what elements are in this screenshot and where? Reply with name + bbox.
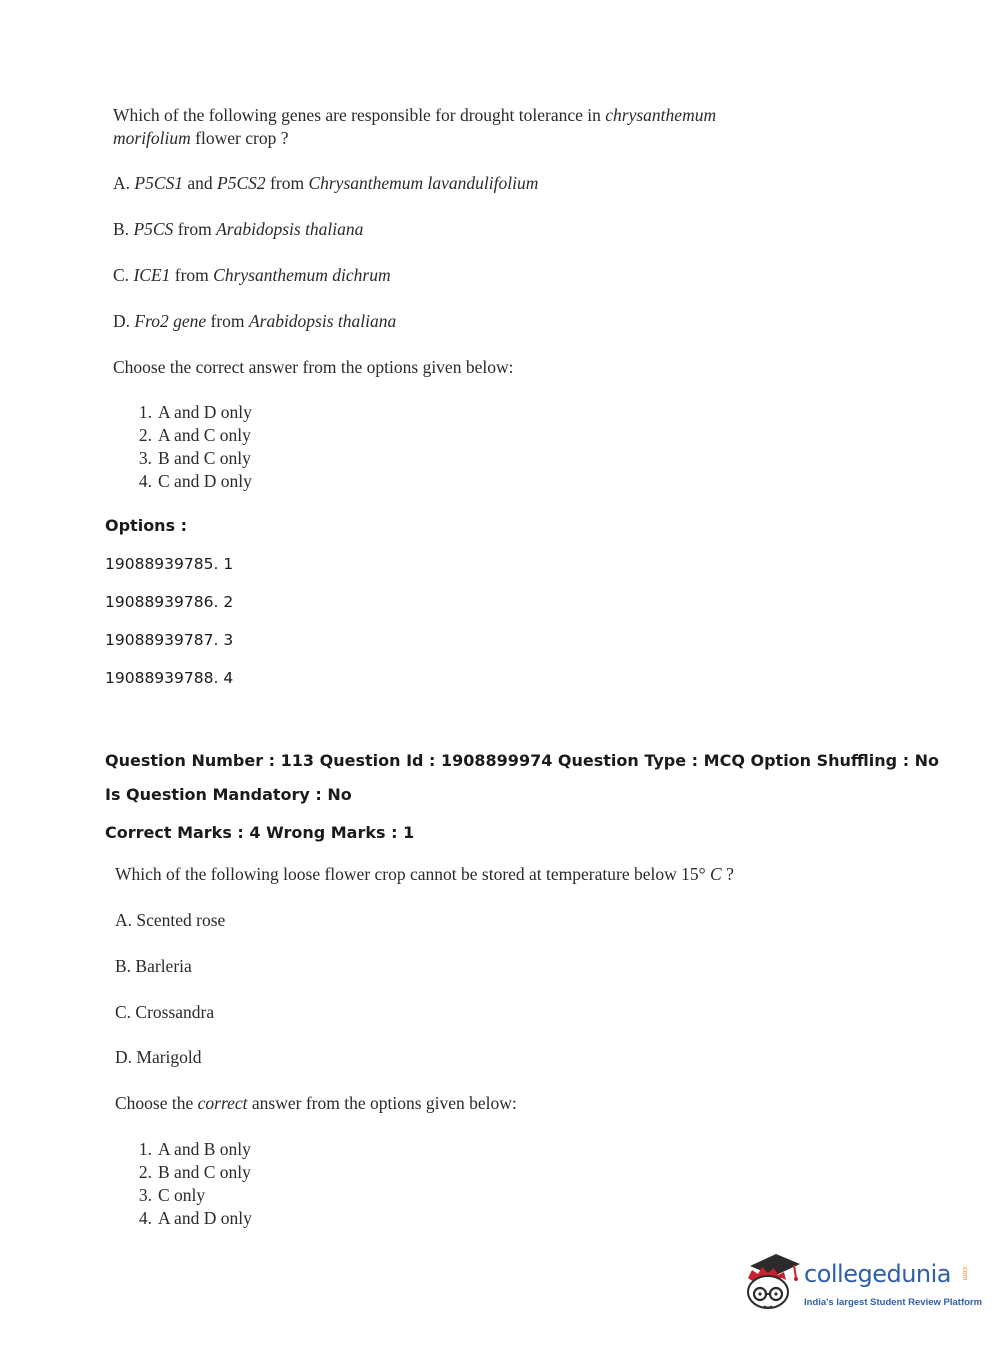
statement-c: C. Crossandra <box>115 1002 215 1022</box>
option-id-3: 19088939787. 3 <box>105 631 234 649</box>
logo-wordmark: collegedunia <box>804 1260 952 1288</box>
question-stem: Which of the following genes are responsible for drought tolerance in chrysanthemum morifolium flower crop ? <box>113 105 717 148</box>
logo-suffix: .com <box>961 1265 968 1281</box>
logo-tagline: India's largest Student Review Platform <box>804 1297 983 1308</box>
choose-instruction: Choose the correct answer from the options given below: <box>115 1093 517 1113</box>
answer-list: 1. A and D only 2. A and C only 3. B and C only 4. C and D only <box>138 402 252 491</box>
statement-a: A. P5CS1 and P5CS2 from Chrysanthemum lavandulifolium <box>113 173 539 193</box>
option-id-4: 19088939788. 4 <box>105 669 234 687</box>
statement-d: D. Fro2 gene from Arabidopsis thaliana <box>113 311 397 331</box>
marks-line: Correct Marks : 4 Wrong Marks : 1 <box>105 823 415 842</box>
answer-list: 1. A and B only 2. B and C only 3. C only 4. A and D only <box>138 1139 252 1228</box>
statement-c: C. ICE1 from Chrysanthemum dichrum <box>113 265 391 285</box>
choose-instruction: Choose the correct answer from the options given below: <box>113 357 514 377</box>
question-meta-line: Question Number : 113 Question Id : 1908899974 Question Type : MCQ Option Shuffling : No <box>105 751 940 770</box>
statement-b: B. P5CS from Arabidopsis thaliana <box>113 219 364 239</box>
collegedunia-logo <box>742 1248 983 1318</box>
statement-d: D. Marigold <box>115 1047 202 1067</box>
option-id-2: 19088939786. 2 <box>105 593 234 611</box>
statement-a: A. Scented rose <box>115 910 226 930</box>
statement-b: B. Barleria <box>115 956 192 976</box>
option-id-1: 19088939785. 1 <box>105 555 234 573</box>
options-label: Options : <box>105 516 188 535</box>
question-stem: Which of the following loose flower crop cannot be stored at temperature below 15° C ? <box>115 864 734 884</box>
mandatory-line: Is Question Mandatory : No <box>105 785 352 804</box>
mascot-icon <box>742 1248 802 1314</box>
